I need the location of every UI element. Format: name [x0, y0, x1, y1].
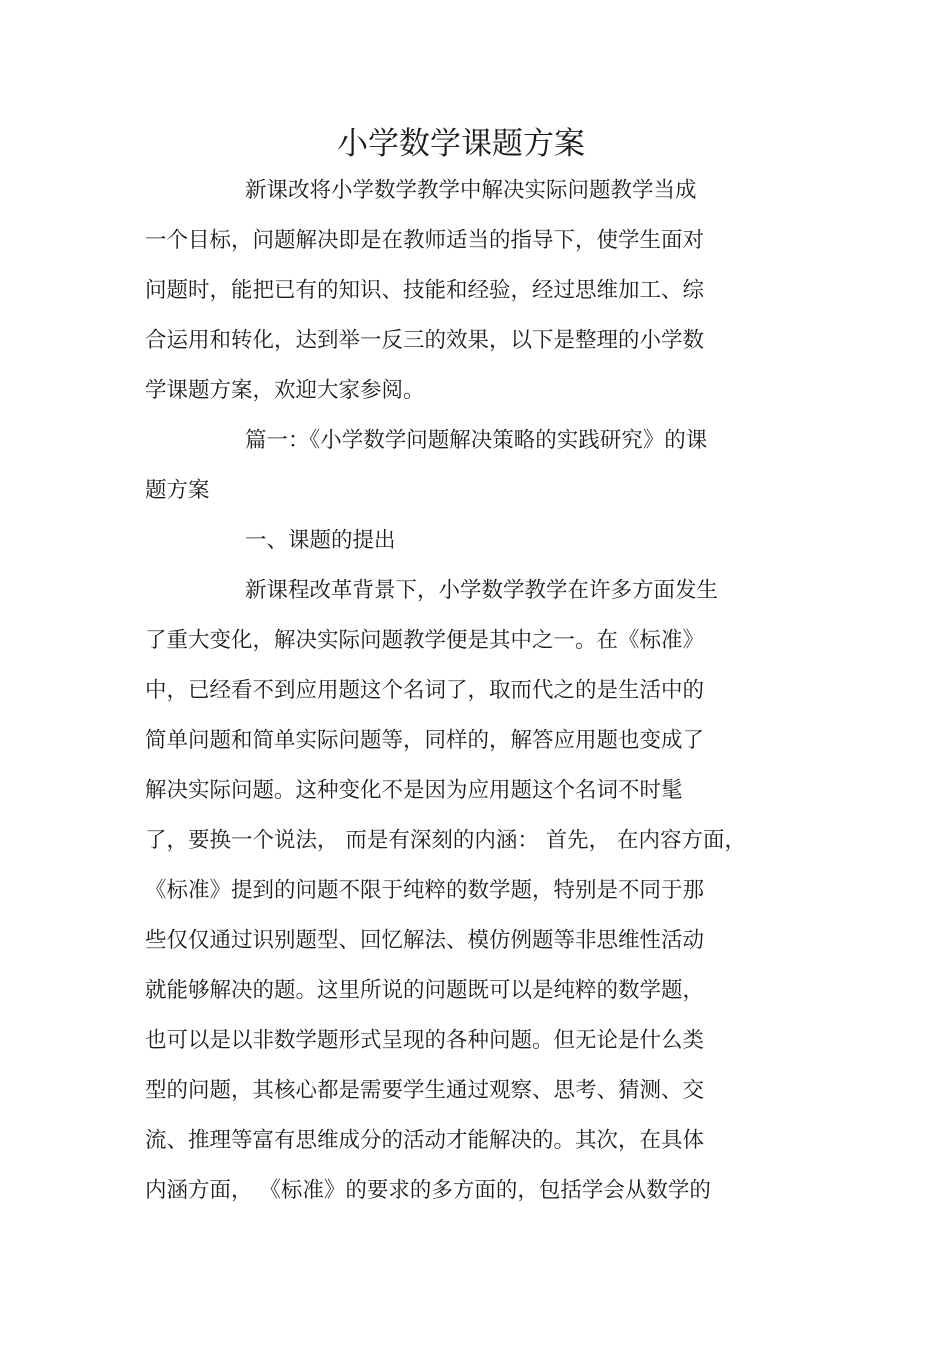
paragraph-line: 学课题方案，欢迎大家参阅。	[145, 378, 425, 403]
paragraph-line: 中，已经看不到应用题这个名词了，取而代之的是生活中的	[145, 678, 705, 703]
document-title: 小学数学课题方案	[337, 126, 585, 162]
paragraph-line: 型的问题，其核心都是需要学生通过观察、思考、猜测、交	[145, 1078, 705, 1103]
paragraph-line: 了重大变化，解决实际问题教学便是其中之一。在《标准》	[145, 628, 705, 653]
paragraph-line: 一个目标，问题解决即是在教师适当的指导下，使学生面对	[145, 228, 705, 253]
paragraph-line: 题方案	[145, 478, 210, 503]
paragraph-line: 流、推理等富有思维成分的活动才能解决的。其次，在具体	[145, 1128, 705, 1153]
section-heading: 一、课题的提出	[245, 528, 396, 553]
paragraph-line: 简单问题和简单实际问题等，同样的，解答应用题也变成了	[145, 728, 705, 753]
paragraph-line: 解决实际问题。这种变化不是因为应用题这个名词不时髦	[145, 778, 683, 803]
paragraph-line: 内涵方面， 《标准》的要求的多方面的，包括学会从数学的	[145, 1178, 711, 1203]
paragraph-line: 就能够解决的题。这里所说的问题既可以是纯粹的数学题，	[145, 978, 705, 1003]
paragraph-line: 也可以是以非数学题形式呈现的各种问题。但无论是什么类	[145, 1028, 705, 1053]
paragraph-line: 了，要换一个说法， 而是有深刻的内涵： 首先， 在内容方面，	[145, 828, 747, 853]
paragraph-line: 新课改将小学数学教学中解决实际问题教学当成	[245, 178, 697, 203]
paragraph-line: 新课程改革背景下，小学数学教学在许多方面发生	[245, 578, 719, 603]
paragraph-line: 合运用和转化，达到举一反三的效果，以下是整理的小学数	[145, 328, 705, 353]
paragraph-line: 些仅仅通过识别题型、回忆解法、模仿例题等非思维性活动	[145, 928, 705, 953]
paragraph-line: 问题时，能把已有的知识、技能和经验，经过思维加工、综	[145, 278, 705, 303]
paragraph-line: 篇一：《小学数学问题解决策略的实践研究》的课	[245, 428, 708, 453]
paragraph-line: 《标准》提到的问题不限于纯粹的数学题，特别是不同于那	[145, 878, 705, 903]
